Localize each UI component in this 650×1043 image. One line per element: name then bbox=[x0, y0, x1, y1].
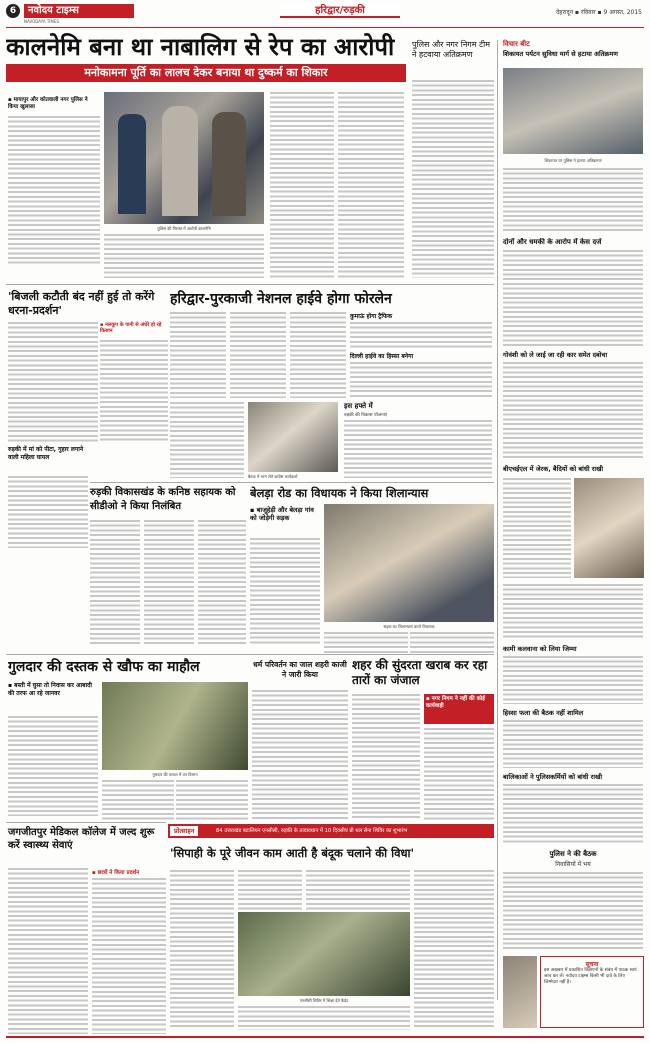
rakhi-photo bbox=[574, 478, 644, 578]
right-head-5: हिस्सा फला की बैठक नहीं शामिल bbox=[503, 709, 584, 717]
rdb-body-2 bbox=[144, 520, 194, 644]
guldar-body-3 bbox=[176, 780, 248, 820]
right-head-3: बीएचईएल में जेरक, बैदियों को बांधी राखी bbox=[503, 465, 604, 473]
sipahi-body-1 bbox=[170, 870, 234, 1030]
right-head-6: बालिकाओं ने पुलिसकर्मियों को बांधी राखी bbox=[503, 773, 603, 781]
medical-body-2 bbox=[92, 878, 166, 1034]
right-body-1 bbox=[503, 250, 643, 346]
bijli-headline: 'बिजली कटौती बंद नहीं हुई तो करेंगे धरना-प्रदर्शन' bbox=[8, 290, 155, 317]
figure-3 bbox=[212, 112, 246, 216]
vichar-label: विचार बीट bbox=[503, 40, 530, 48]
hrule-1 bbox=[6, 284, 494, 285]
figure-1 bbox=[118, 114, 146, 214]
sipahi-body-5 bbox=[414, 870, 494, 1030]
lead-headline: कालनेमि बना था नाबालिग से रेप का आरोपी bbox=[6, 33, 395, 61]
highway-sidebar-title: इस हफ्ते में bbox=[344, 402, 373, 410]
shahar-headline: शहर की सुंदरता खराब कर रहा तारों का जंजाल bbox=[352, 658, 488, 687]
police-box-body bbox=[412, 80, 494, 278]
guldar-caption: गुलदार की तलाश में वन विभाग bbox=[152, 772, 198, 777]
guldar-body-1 bbox=[8, 716, 98, 816]
bijli-tag: ▪ नलकूप के पानी से अंधेरे हो रहे किसान bbox=[100, 322, 162, 334]
brand-logo bbox=[24, 4, 134, 18]
date-line: देहरादून ▪ रविवार ▪ 9 अगस्त, 2015 bbox=[556, 9, 642, 16]
shahar-tag-text: ▪ नगर निगम ने नहीं की कोई कार्यवाही bbox=[426, 696, 485, 709]
dharm-body bbox=[252, 690, 348, 820]
vichar-caption: शिकायत पर पुलिस ने हटाया अतिक्रमण bbox=[544, 158, 602, 163]
sipahi-body-4 bbox=[306, 870, 410, 910]
hrule-4 bbox=[6, 822, 166, 823]
guldar-headline: गुलदार की दस्तक से खौफ का माहौल bbox=[8, 659, 200, 675]
belda-body-2 bbox=[324, 632, 408, 654]
hrule-3 bbox=[6, 654, 494, 655]
shahar-body-1 bbox=[352, 694, 420, 820]
shahar-tag bbox=[424, 694, 494, 724]
lead-body-col1 bbox=[8, 116, 100, 266]
highway-body-4 bbox=[350, 322, 492, 350]
highway-sidebar-sub: रुड़की की विकास योजनाएं bbox=[344, 413, 388, 418]
sipahi-body-2 bbox=[238, 870, 302, 910]
lead-deck bbox=[6, 64, 406, 82]
belda-tag: ▪ बाजूहेड़ी और बेलड़ा गांव को जोड़ेगी सड़क bbox=[250, 506, 314, 522]
vichar-body bbox=[503, 168, 643, 234]
lead-photo-caption: पुलिस की गिरफ्त में आरोपी कालनेमि bbox=[157, 226, 211, 231]
hrule-2 bbox=[90, 482, 494, 483]
rdb-body-3 bbox=[198, 520, 246, 644]
medical-body-1 bbox=[8, 868, 88, 1034]
vichar-headline: शिकायत पर्यटन सुविधा मार्ग से हटाया अतिक्रमण bbox=[503, 50, 618, 58]
vertical-rule-1 bbox=[497, 40, 498, 1000]
section-label: हरिद्वार/रुड़की bbox=[280, 4, 400, 18]
police-box-headline: पुलिस और नगर निगम टीम ने हटवाया अतिक्रमण bbox=[412, 40, 490, 59]
right-head-2: गोवंशी को ले जाई जा रही कार समेत दबोचा bbox=[503, 351, 608, 359]
corner-photo bbox=[503, 956, 537, 1028]
bijli-body bbox=[8, 322, 98, 442]
right-body-3 bbox=[503, 478, 571, 578]
prostahan-ribbon-text: 84 उत्तराखंड बटालियन एनसीसी, रुड़की के तत्वावधान में 10 दिवसीय प्री थल सेना शिविर का शुभारंभ bbox=[216, 828, 408, 834]
right-head-4: कामी कलवाना को लिया जिम्मा bbox=[503, 645, 577, 653]
footer-rule bbox=[6, 1036, 644, 1038]
corner-headline: पुलिस ने की बैठक bbox=[549, 850, 597, 858]
sipahi-body-3 bbox=[238, 1006, 410, 1030]
belda-headline: बेलड़ा रोड का विधायक ने किया शिलान्यास bbox=[250, 486, 429, 500]
highway-headline: हरिद्वार-पुरकाजी नेशनल हाईवे होगा फोरलेन bbox=[170, 291, 392, 307]
lead-body-col2 bbox=[104, 234, 264, 278]
highway-sidebar-body bbox=[344, 420, 492, 478]
brand-name: नवोदय टाइम्स bbox=[28, 5, 79, 16]
bijli-body-2 bbox=[100, 340, 168, 442]
highway-photo bbox=[248, 402, 338, 472]
right-body-6 bbox=[503, 720, 643, 768]
highway-body-1 bbox=[170, 312, 226, 398]
right-body-5 bbox=[503, 656, 643, 704]
lead-photo bbox=[104, 92, 264, 224]
highway-body-2 bbox=[230, 312, 286, 398]
sipahi-headline: 'सिपाही के पूरे जीवन काम आती है बंदूक चलाने की विधा' bbox=[170, 846, 415, 860]
dharm-headline: धर्म परिवर्तन का जाल शहरी काजी ने जारी किया bbox=[253, 660, 347, 679]
medical-headline: जगजीतपुर मेडिकल कॉलेज में जल्द शुरू करें स्वास्थ्य सेवाएं bbox=[8, 827, 155, 851]
prostahan-ribbon bbox=[168, 824, 494, 838]
notice-text: इस अखबार में प्रकाशित विज्ञापनों के संबंध में पाठक स्वयं जांच कर लें। नवोदय टाइम्स किसी भी दावे के लिए जिम्मेदार नहीं है। bbox=[544, 968, 637, 985]
right-body-4 bbox=[503, 584, 643, 640]
lead-deck-text: मनोकामना पूर्ति का लालच देकर बनाया था दुष्कर्म का शिकार bbox=[84, 66, 328, 79]
lead-body-col4 bbox=[338, 92, 404, 278]
vichar-photo bbox=[503, 68, 643, 154]
right-body-7 bbox=[503, 784, 643, 844]
highway-tag2: दिल्ली हाईवे का हिस्सा बनेगा bbox=[350, 353, 414, 360]
highway-photo-caption: बैठक में भाग लेते कांग्रेस कार्यकर्ता bbox=[248, 474, 298, 479]
shahar-body-2 bbox=[424, 728, 494, 820]
notice-box bbox=[540, 956, 644, 1028]
highway-body-3 bbox=[290, 312, 346, 398]
right-head-1: दोनों और धमकी के आरोप में केस दर्ज bbox=[503, 238, 602, 246]
belda-body-1 bbox=[250, 538, 320, 646]
corner-sub: निवासियों में भय bbox=[555, 861, 591, 868]
bijli-brief-body bbox=[8, 476, 88, 548]
brand-sub: NAVODAYA TIMES bbox=[24, 19, 60, 24]
guldar-photo bbox=[102, 682, 248, 770]
prostahan-label: प्रोत्साहन bbox=[170, 826, 198, 836]
sipahi-caption: एनसीसी शिविर में शिक्षा देते कैडेट bbox=[299, 998, 349, 1003]
figure-2 bbox=[162, 106, 198, 216]
masthead-rule bbox=[6, 27, 644, 28]
sipahi-photo bbox=[238, 912, 410, 996]
rdb-headline: रुड़की विकासखंड के कनिष्ठ सहायक को सीडीओ ने किया निलंबित bbox=[90, 487, 236, 512]
bijli-brief-headline: रुड़की में मां को पीटा, गुहार लगाने वाली महिला घायल bbox=[8, 446, 84, 461]
highway-body-5 bbox=[350, 362, 492, 398]
highway-tag1: कुमाऊं होगा ट्रैफिक bbox=[350, 313, 393, 320]
guldar-tag: ▪ बस्ती में घुसा तो निवास कर आबादी की तरफ आ रहे जानवर bbox=[8, 682, 92, 697]
guldar-body-2 bbox=[102, 780, 174, 820]
page-number: 6 bbox=[6, 4, 20, 18]
notice-title: सूचना bbox=[585, 961, 599, 968]
rdb-body-1 bbox=[90, 520, 140, 644]
belda-caption: सड़क का शिलान्यास करते विधायक bbox=[383, 624, 435, 629]
medical-tag: ▪ छात्रों ने किया प्रदर्शन bbox=[92, 870, 140, 876]
highway-body-6 bbox=[170, 402, 244, 478]
belda-body-3 bbox=[410, 632, 494, 654]
lead-subhead: ▪ मायापुर और कोतवाली नगर पुलिस ने किया खुलासा bbox=[8, 97, 88, 110]
lead-body-col3 bbox=[270, 92, 334, 278]
masthead bbox=[0, 0, 650, 28]
belda-photo bbox=[324, 504, 494, 622]
right-body-2 bbox=[503, 362, 643, 458]
corner-body bbox=[503, 872, 643, 952]
